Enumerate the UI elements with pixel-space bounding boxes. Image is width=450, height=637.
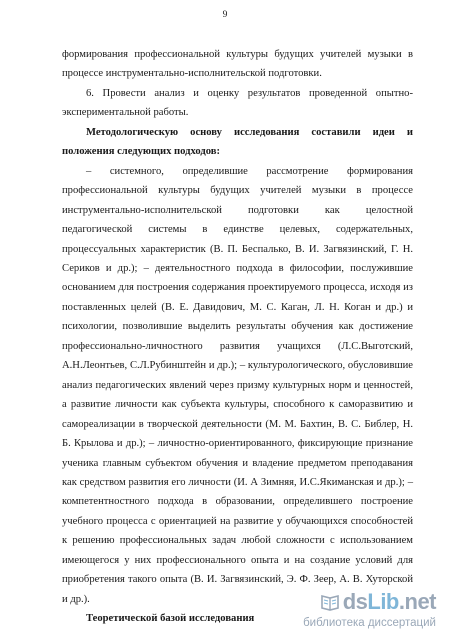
paragraph-2: 6. Провести анализ и оценку результатов проведенной опытно-экспериментальной работы. — [62, 87, 413, 119]
watermark-caption: библиотека диссертаций — [303, 617, 436, 629]
book-icon — [320, 592, 340, 612]
watermark-logo-lib: Lib — [367, 589, 399, 614]
watermark-logo-dot: . — [398, 589, 405, 614]
watermark — [282, 589, 442, 633]
paragraph-methodology-heading: Методологическую основу исследования составили идеи и положения следующих подходов: — [62, 126, 413, 158]
watermark-logo — [320, 589, 436, 615]
page-number: 9 — [222, 10, 228, 20]
document-body — [62, 45, 413, 629]
paragraph-1: формирования профессиональной культуры будущих учителей музыки в процессе инструментально-исполнительской подготовки. — [62, 49, 413, 80]
watermark-logo-ds: ds — [342, 589, 368, 614]
paragraph-approaches: – системного, определившие рассмотрение формирования профессиональной культуры будущих учителей музыки в процессе инструментально-исполнительской подготовки как целостной педагогической системы в единстве целевых, содержательных, процессуальных характеристик (В. П. Беспалько, В. И. Загвязинский, Г. Н. Сериков и др.); – деятельностного подхода в философии, послужившие основанием для построения содержания проектируемого процесса, исходя из поставленных целей (В. Е. Давидович, М. С. Каган, Л. Н. Коган и др.) и психологии, позволившие выделить результаты обучения как достижение профессионально-личностного развития учащихся (Л.С.Выготский, А.Н.Леонтьев, С.Л.Рубинштейн и др.); – культурологического, обусловившие анализ педагогических явлений через призму культурных норм и ценностей, а развитие личности как субъекта культуры, способного к саморазвитию и самореализации в творческой деятельности (М. М. Бахтин, В. С. Библер, Н. Б. Крылова и др.); – личностно-ориентированного, фиксирующие признание ученика главным субъектом обучения и владение предметом преподавания как средством развития его личности (И. А Зимняя, И.С.Якиманская и др.); – компетентностного подхода в образовании, определившего построение учебного процесса с ориентацией на развитие у обучающихся способностей к решению профессиональных задач любой сложности с использованием имеющегося у них профессионального опыта и на создание условий для приобретения такого опыта (В. И. Загвязинский, Э. Ф. Зеер, А. В. Хуторской и др.). — [62, 165, 413, 605]
watermark-logo-net: net — [404, 589, 436, 614]
paragraph-theory-heading: Теоретической базой исследования — [86, 613, 255, 625]
